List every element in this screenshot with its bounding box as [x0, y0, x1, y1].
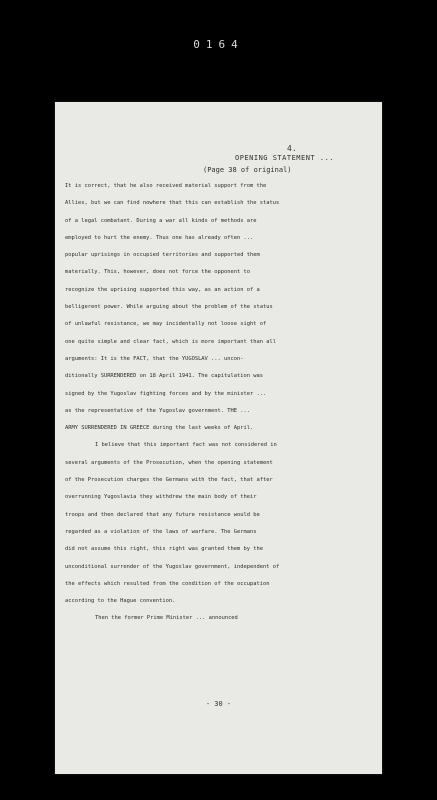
page-number: - 30 -	[205, 700, 232, 708]
text-line: overrunning Yugoslavia they withdrew the main body of their	[65, 494, 257, 501]
text-line: regarded as a violation of the laws of warfare. The Germans	[65, 528, 257, 535]
text-line: of a legal combatant. During a war all kinds of methods are	[65, 217, 257, 224]
document-heading: OPENING STATEMENT ...	[235, 154, 335, 162]
page-mark: 4.	[287, 144, 297, 153]
frame-number: 0164	[193, 38, 244, 51]
text-line: I believe that this important fact was not considered in	[95, 442, 277, 449]
text-line: troops and then declared that any future resistance would be	[65, 511, 260, 518]
document-subheading: (Page 38 of original)	[203, 166, 292, 174]
text-line: arguments: It is the FACT, that the YUGOSLAV ... uncon-	[65, 355, 244, 362]
text-line: ditionally SURRENDERED on 18 April 1941. The capitulation was	[65, 373, 263, 380]
text-line: of unlawful resistance, we may incidentally not loose sight of	[65, 321, 267, 328]
text-line: belligerent power. While arguing about the problem of the status	[65, 304, 273, 311]
text-line: Allies, but we can find nowhere that this can establish the status	[65, 200, 280, 207]
text-line: employed to hurt the enemy. Thus one has already often ...	[65, 234, 254, 241]
text-line: It is correct, that he also received material support from the	[65, 183, 267, 189]
text-line: ARMY SURRENDERED IN GREECE during the last weeks of April.	[65, 425, 254, 432]
text-line: materially. This, however, does not force the opponent to	[65, 269, 250, 276]
text-line: according to the Hague convention.	[65, 598, 176, 605]
text-line: one quite simple and clear fact, which is more important than all	[65, 338, 276, 345]
text-line: popular uprisings in occupied territories and supported them	[65, 252, 260, 259]
text-line: as the representative of the Yugoslav government. THE ...	[65, 407, 250, 414]
document-page	[55, 102, 382, 774]
text-line: several arguments of the Prosecution, when the opening statement	[65, 459, 273, 466]
text-line: unconditional surrender of the Yugoslav government, independent of	[65, 563, 280, 570]
text-line: did not assume this right, this right was granted them by the	[65, 546, 263, 553]
document-body	[65, 178, 377, 628]
text-line: Then the former Prime Minister ... announced	[95, 615, 238, 622]
text-line: recognize the uprising supported this way, as an action of a	[65, 286, 260, 293]
text-line: of the Prosecution charges the Germans with the fact, that after	[65, 477, 273, 484]
text-line: the effects which resulted from the condition of the occupation	[65, 580, 270, 587]
text-line: signed by the Yugoslav fighting forces and by the minister ...	[65, 390, 267, 397]
